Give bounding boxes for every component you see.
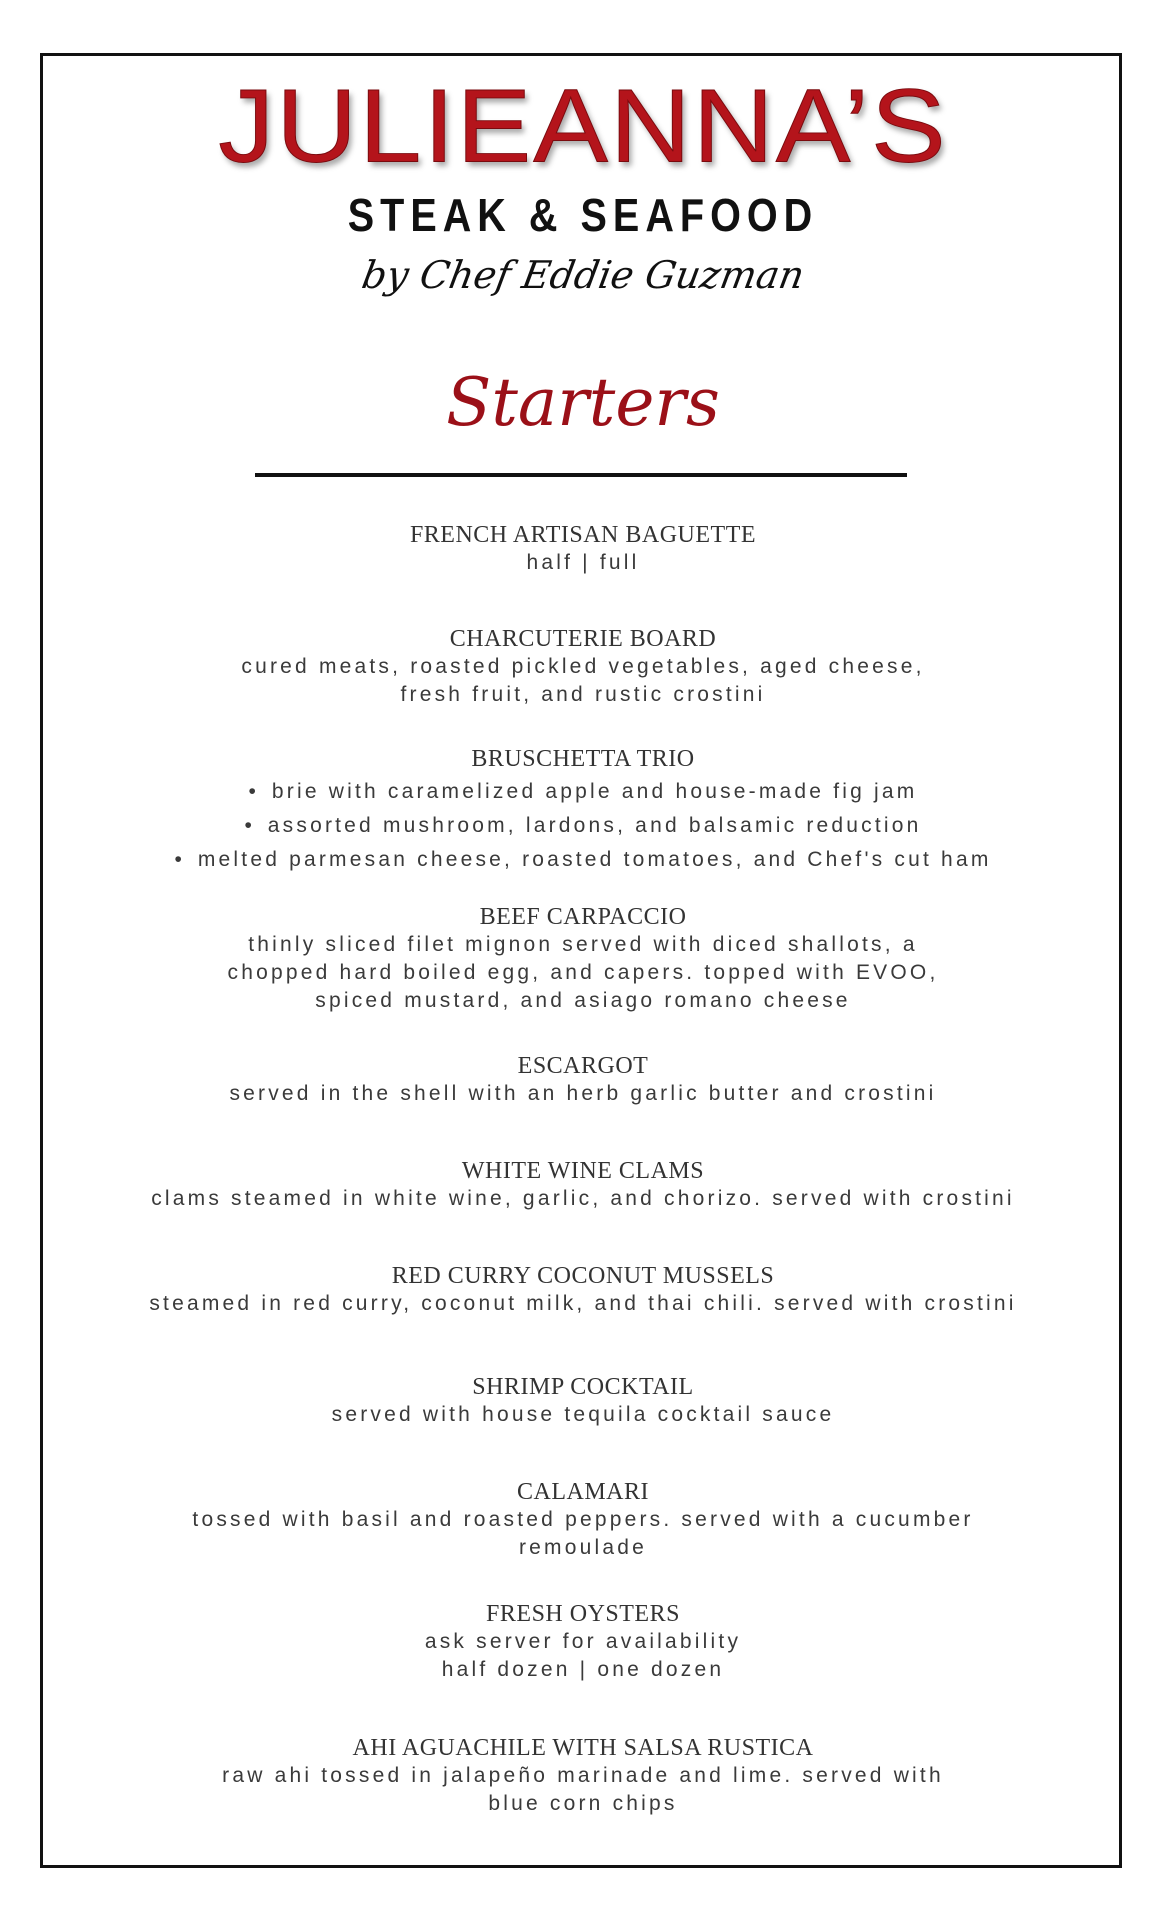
item-name: AHI AGUACHILE WITH SALSA RUSTICA [352,1735,814,1761]
menu-item [60,1478,1106,1562]
menu-item [60,1734,1106,1818]
item-description: ask server for availability [424,1630,742,1653]
item-name: RED CURRY COCONUT MUSSELS [391,1263,775,1289]
item-name: SHRIMP COCKTAIL [472,1374,694,1400]
menu-item [60,1262,1106,1318]
menu-item [60,903,1106,1015]
item-name: BEEF CARPACCIO [479,904,687,930]
restaurant-name: JULIEANNA’S [218,67,948,184]
item-description: served in the shell with an herb garlic butter and crostini [229,1082,937,1105]
chef-signature: by Chef Eddie Guzman [358,252,808,297]
item-description: thinly sliced filet mignon served with diced shallots, a [248,933,918,956]
menu-item [60,625,1106,709]
bullet-item: • brie with caramelized apple and house-made fig jam [60,775,1106,809]
item-bullet-list [60,775,1106,877]
bullet-item: • assorted mushroom, lardons, and balsamic reduction [60,809,1106,843]
item-name: CALAMARI [516,1479,649,1505]
item-name: WHITE WINE CLAMS [461,1158,705,1184]
section-divider [255,473,907,477]
item-name: FRENCH ARTISAN BAGUETTE [409,522,757,548]
item-description: chopped hard boiled egg, and capers. topped with EVOO, [227,961,939,984]
item-name: FRESH OYSTERS [486,1601,680,1627]
item-description: remoulade [518,1536,648,1559]
bullet-item: • melted parmesan cheese, roasted tomatoes, and Chef's cut ham [60,843,1106,877]
item-description: blue corn chips [488,1792,678,1815]
item-description: spiced mustard, and asiago romano cheese [315,989,851,1012]
restaurant-subtitle: STEAK & SEAFOOD [347,189,819,241]
item-description: clams steamed in white wine, garlic, and chorizo. served with crostini [151,1187,1015,1210]
menu-header [0,67,1166,297]
item-description: half dozen | one dozen [441,1658,725,1681]
menu-item [60,745,1106,877]
item-description: cured meats, roasted pickled vegetables, aged cheese, [241,655,925,678]
item-name: ESCARGOT [517,1053,649,1079]
item-name: BRUSCHETTA TRIO [471,746,695,772]
item-description: raw ahi tossed in jalapeño marinade and lime. served with [222,1764,944,1787]
menu-item [60,1600,1106,1684]
item-description: steamed in red curry, coconut milk, and thai chili. served with crostini [149,1292,1017,1315]
item-description: tossed with basil and roasted peppers. served with a cucumber [192,1508,974,1531]
section-title: Starters [446,364,720,441]
menu-item [60,1052,1106,1108]
menu-item [60,1373,1106,1429]
item-description: served with house tequila cocktail sauce [331,1403,835,1426]
item-description: fresh fruit, and rustic crostini [400,683,766,706]
menu-item [60,1157,1106,1213]
menu-item [60,521,1106,577]
item-name: CHARCUTERIE BOARD [449,626,717,652]
item-description: half | full [526,551,640,574]
